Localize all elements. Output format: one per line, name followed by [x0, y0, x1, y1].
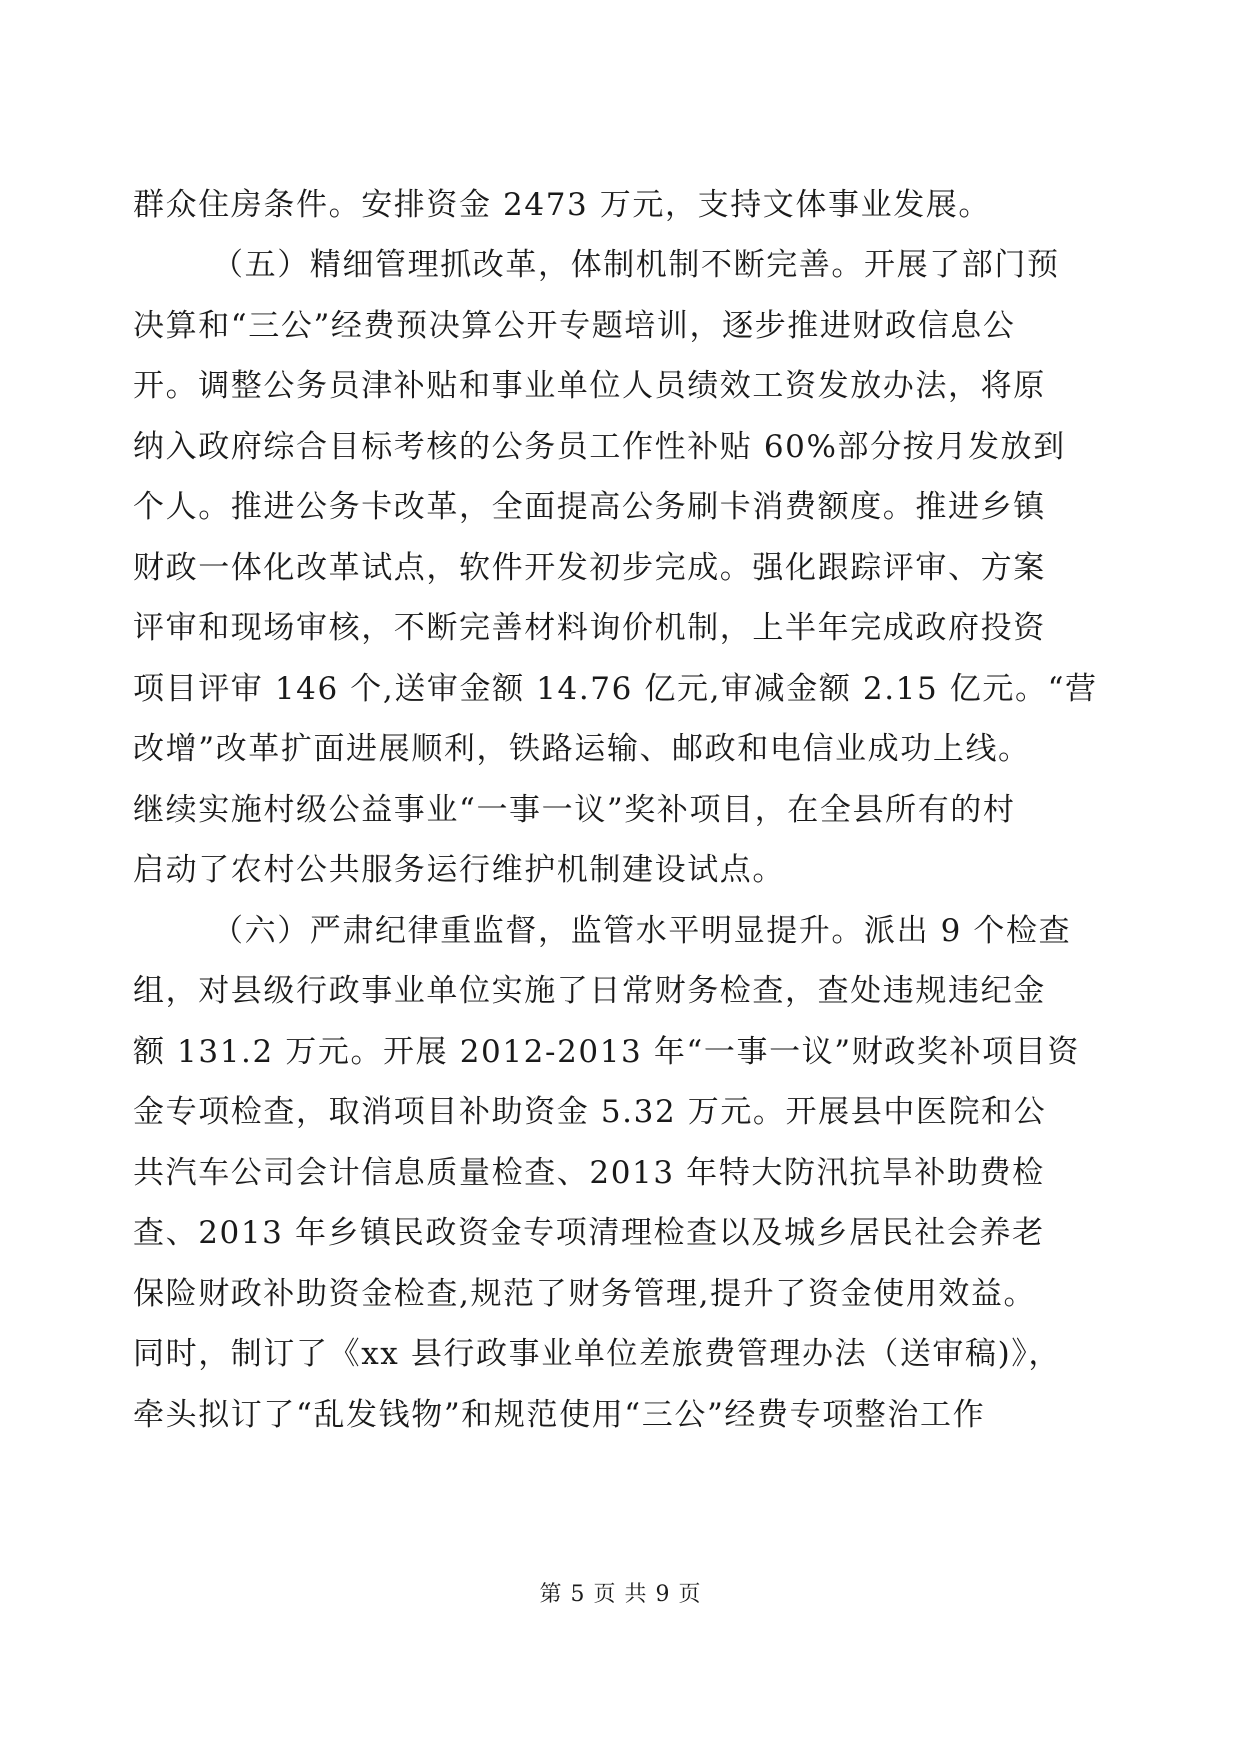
paragraph-line: 保险财政补助资金检查,规范了财务管理,提升了资金使用效益。	[133, 1276, 1037, 1312]
paragraph-line: 项目评审 146 个,送审金额 14.76 亿元,审减金额 2.15 亿元。“营	[133, 671, 1098, 707]
paragraph-line: 牵头拟订了“乱发钱物”和规范使用“三公”经费专项整治工作	[133, 1397, 986, 1433]
paragraph-line: 继续实施村级公益事业“一事一议”奖补项目，在全县所有的村	[133, 792, 1016, 828]
paragraph-line: 组，对县级行政事业单位实施了日常财务检查，查处违规违纪金	[133, 973, 1046, 1009]
paragraph-line: （五）精细管理抓改革，体制机制不断完善。开展了部门预	[212, 247, 1060, 283]
paragraph-line: 同时，制订了《xx 县行政事业单位差旅费管理办法（送审稿)》，	[133, 1336, 1062, 1372]
paragraph-line: 评审和现场审核，不断完善材料询价机制，上半年完成政府投资	[133, 610, 1046, 646]
paragraph-line: 纳入政府综合目标考核的公务员工作性补贴 60%部分按月发放到	[133, 429, 1066, 465]
paragraph-line: 决算和“三公”经费预决算公开专题培训，逐步推进财政信息公	[133, 308, 1016, 344]
paragraph-line: 群众住房条件。安排资金 2473 万元，支持文体事业发展。	[133, 187, 991, 223]
paragraph-line: 财政一体化改革试点，软件开发初步完成。强化跟踪评审、方案	[133, 550, 1046, 586]
page-number-footer: 第 5 页 共 9 页	[539, 1582, 702, 1607]
paragraph-line: 改增”改革扩面进展顺利，铁路运输、邮政和电信业成功上线。	[133, 731, 1031, 767]
paragraph-line: 共汽车公司会计信息质量检查、2013 年特大防汛抗旱补助费检	[133, 1155, 1045, 1191]
paragraph-line: 查、2013 年乡镇民政资金专项清理检查以及城乡居民社会养老	[133, 1215, 1045, 1251]
paragraph-line: （六）严肃纪律重监督，监管水平明显提升。派出 9 个检查	[212, 913, 1072, 949]
paragraph-line: 启动了农村公共服务运行维护机制建设试点。	[133, 852, 785, 888]
paragraph-line: 开。调整公务员津补贴和事业单位人员绩效工资发放办法，将原	[133, 368, 1046, 404]
paragraph-line: 金专项检查，取消项目补助资金 5.32 万元。开展县中医院和公	[133, 1094, 1047, 1130]
paragraph-line: 个人。推进公务卡改革，全面提高公务刷卡消费额度。推进乡镇	[133, 489, 1046, 525]
paragraph-line: 额 131.2 万元。开展 2012-2013 年“一事一议”财政奖补项目资	[133, 1034, 1080, 1070]
